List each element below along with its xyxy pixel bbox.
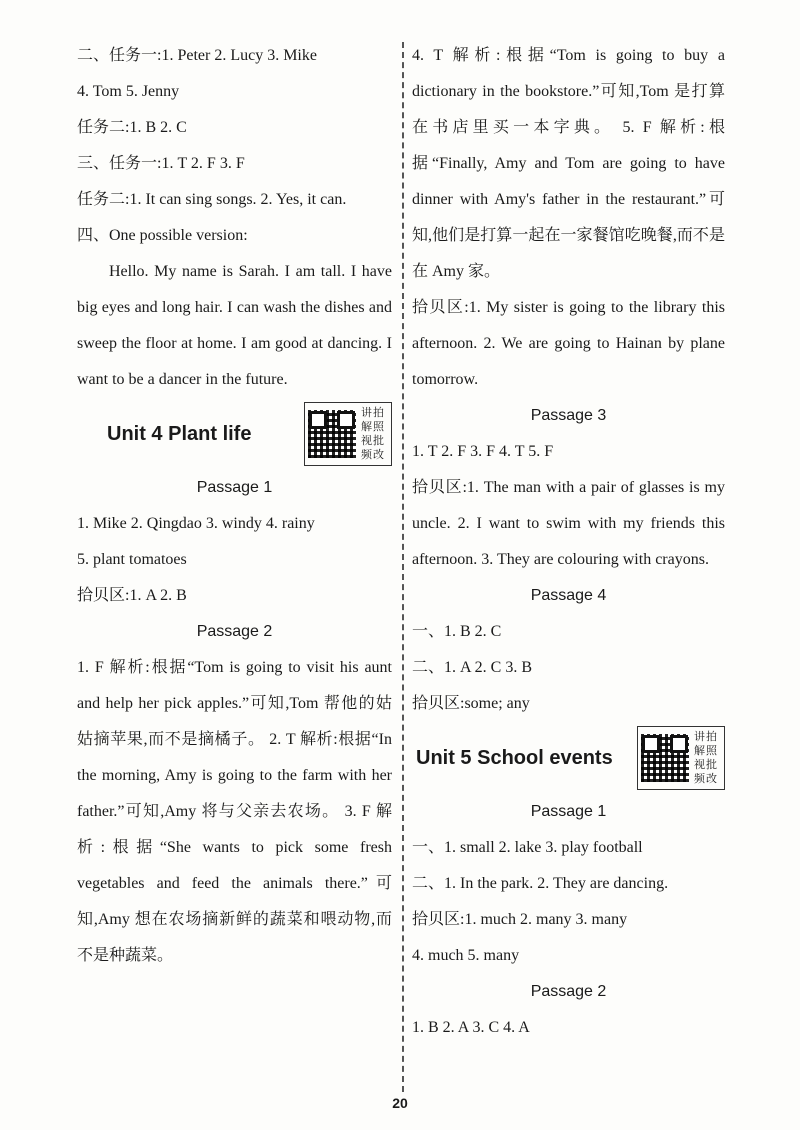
- passage-title: Passage 1: [530, 803, 607, 820]
- passage-title: Passage 2: [196, 623, 273, 640]
- answer-explanation: 4. T 解析:根据“Tom is going to buy a dictionary in the bookstore.”可知,Tom 是打算在书店里买一本字典。 5. F 解析:根据“Finally, Amy and Tom are going to have dinner with Amy's father in the restaurant.”可知,他们是打算一起在一家餐馆吃晚餐,而不是在 Amy 家。: [412, 47, 725, 280]
- qr-code-icon: [641, 734, 689, 782]
- left-column: [77, 38, 392, 974]
- answer-line: 1. T 2. F 3. F 4. T 5. F: [412, 443, 554, 460]
- answer-explanation: 1. F 解析:根据“Tom is going to visit his aunt and help her pick apples.”可知,Tom 帮他的姑姑摘苹果,而不是摘橘子。 2. T 解析:根据“In the morning, Amy is going to the farm with her father.”可知,Amy 将与父亲去农场。 3. F 解析:根据“She wants to pick some fresh vegetables and feed the animals there.”可知,Amy 想在农场摘新鲜的蔬菜和喂动物,而不是种蔬菜。: [77, 659, 392, 964]
- passage-title: Passage 1: [196, 479, 273, 496]
- right-column: [412, 38, 725, 1046]
- answer-line: 一、1. small 2. lake 3. play football: [412, 839, 643, 856]
- answer-line: 拾贝区:1. The man with a pair of glasses is my uncle. 2. I want to swim with my friends this afternoon. 3. They are colouring with crayons.: [412, 479, 725, 568]
- answer-line: 二、任务一:1. Peter 2. Lucy 3. Mike: [77, 47, 317, 64]
- passage-title: Passage 3: [530, 407, 607, 424]
- answer-line: 拾贝区:1. My sister is going to the library this afternoon. 2. We are going to Hainan by plane tomorrow.: [412, 299, 725, 388]
- column-divider: [402, 42, 404, 1092]
- unit-title: Unit 4 Plant life: [107, 422, 252, 445]
- passage-title: Passage 4: [530, 587, 607, 604]
- answer-line: 1. B 2. A 3. C 4. A: [412, 1019, 530, 1036]
- page-number: 20: [392, 1095, 408, 1111]
- answer-line: 5. plant tomatoes: [77, 551, 187, 568]
- answer-line: 4. much 5. many: [412, 947, 520, 964]
- answer-line: 四、One possible version:: [77, 227, 248, 244]
- answer-line: 拾贝区:some; any: [412, 695, 530, 712]
- qr-code-box[interactable]: [637, 726, 725, 790]
- qr-code-icon: [308, 410, 356, 458]
- answer-line: 三、任务一:1. T 2. F 3. F: [77, 155, 245, 172]
- answer-line: 拾贝区:1. much 2. many 3. many: [412, 911, 628, 928]
- qr-caption: 讲拍解照视批频改: [694, 730, 718, 785]
- answer-line: 1. Mike 2. Qingdao 3. windy 4. rainy: [77, 515, 315, 532]
- answer-line: 一、1. B 2. C: [412, 623, 502, 640]
- answer-line: 任务二:1. It can sing songs. 2. Yes, it can.: [77, 191, 347, 208]
- answer-line: 二、1. A 2. C 3. B: [412, 659, 533, 676]
- answer-line: 拾贝区:1. A 2. B: [77, 587, 187, 604]
- sample-essay: Hello. My name is Sarah. I am tall. I have big eyes and long hair. I can wash the dishes and sweep the floor at home. I am good at dancing. I want to be a dancer in the future.: [77, 263, 392, 388]
- unit-title: Unit 5 School events: [416, 746, 613, 769]
- unit-4-header: [77, 402, 392, 466]
- answer-line: 二、1. In the park. 2. They are dancing.: [412, 875, 669, 892]
- answer-line: 任务二:1. B 2. C: [77, 119, 187, 136]
- answer-line: 4. Tom 5. Jenny: [77, 83, 180, 100]
- qr-code-box[interactable]: [304, 402, 392, 466]
- qr-caption: 讲拍解照视批频改: [361, 406, 385, 461]
- unit-5-header: [412, 726, 725, 790]
- passage-title: Passage 2: [530, 983, 607, 1000]
